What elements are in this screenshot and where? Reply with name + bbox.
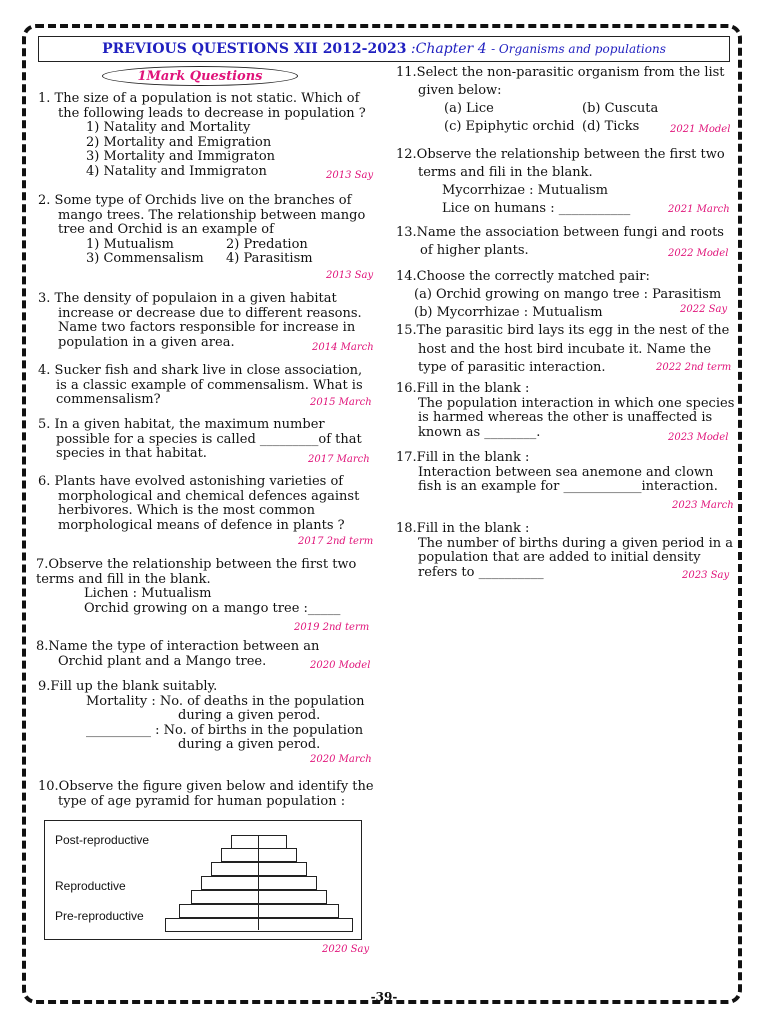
question-11-option: (a) Lice [444, 101, 494, 116]
question-2-line: mango trees. The relationship between mango [58, 207, 366, 223]
question-16-line: known as ________. [418, 424, 541, 440]
year-tag: 2020 Say [322, 944, 370, 955]
pyramid-bar [179, 904, 339, 918]
question-1-option: 1) Natality and Mortality [86, 120, 251, 136]
question-2-line: tree and Orchid is an example of [58, 222, 274, 238]
question-11-option: (c) Epiphytic orchid [444, 119, 575, 134]
year-tag: 2013 Say [326, 270, 374, 281]
question-9-line: during a given perod. [178, 708, 321, 724]
question-12-line: Mycorrhizae : Mutualism [442, 183, 609, 198]
question-5-line: species in that habitat. [56, 446, 207, 462]
pyramid-midline [258, 835, 259, 930]
question-4-line: is a classic example of commensalism. What is [56, 377, 363, 393]
question-9 [38, 680, 378, 753]
question-10 [38, 780, 378, 809]
question-1 [38, 92, 368, 180]
question-4-line: commensalism? [56, 392, 161, 408]
question-18-line: population that are added to initial density [418, 550, 701, 566]
year-tag: 2021 March [668, 204, 730, 215]
question-12-line: terms and fili in the blank. [418, 165, 593, 180]
question-9-line: 9.Fill up the blank suitably. [38, 679, 218, 694]
question-18-line: refers to __________ [418, 564, 544, 580]
year-tag: 2019 2nd term [294, 622, 370, 633]
year-tag: 2020 March [310, 754, 372, 765]
question-8-line: Orchid plant and a Mango tree. [58, 653, 267, 669]
question-14-line: 14.Choose the correctly matched pair: [396, 269, 650, 284]
question-3-line: 3. The density of populaion in a given habitat [38, 291, 337, 306]
question-7-line: terms and fill in the blank. [36, 571, 211, 587]
label-post-reproductive: Post-reproductive [55, 833, 150, 847]
header-chapter: :Chapter 4 [410, 41, 487, 57]
pyramid-bar [201, 876, 317, 890]
question-15-line: host and the host bird incubate it. Name the [418, 341, 712, 357]
question-3-line: Name two factors responsible for increase in [58, 320, 356, 336]
question-17-line: Interaction between sea anemone and clown [418, 464, 714, 480]
question-18-line: The number of births during a given period in a [418, 535, 734, 551]
question-3-line: population in a given area. [58, 334, 235, 350]
question-5-line: possible for a species is called _________of that [56, 431, 362, 447]
question-11-line: 11.Select the non-parasitic organism from the list [396, 65, 725, 80]
question-11-line: given below: [418, 83, 502, 98]
question-17 [396, 451, 736, 495]
question-8-line: 8.Name the type of interaction between an [36, 639, 320, 654]
question-2-option: 1) Mutualism [86, 236, 174, 252]
pyramid-bar [191, 890, 327, 904]
question-14-line: (b) Mycorrhizae : Mutualism [414, 305, 603, 320]
year-tag: 2017 2nd term [298, 536, 374, 547]
question-1-option: 2) Mortality and Emigration [86, 134, 272, 150]
question-6-line: 6. Plants have evolved astonishing varieties of [38, 474, 344, 489]
question-6-line: morphological and chemical defences against [58, 488, 360, 504]
year-tag: 2022 Model [668, 248, 729, 259]
year-tag: 2022 Say [680, 304, 728, 315]
question-2-option: 2) Predation [226, 236, 308, 252]
question-2-option: 4) Parasitism [226, 251, 313, 267]
question-10-line: 10.Observe the figure given below and identify the [38, 779, 374, 794]
question-17-line: fish is an example for ____________interaction. [418, 479, 718, 495]
pyramid-bar [221, 848, 297, 862]
section-label: 1Mark Questions [102, 66, 298, 86]
question-14-line: (a) Orchid growing on mango tree : Parasitism [414, 287, 722, 302]
question-2-line: 2. Some type of Orchids live on the branches of [38, 193, 352, 208]
year-tag: 2017 March [308, 454, 370, 465]
question-16-line: is harmed whereas the other is unaffected is [418, 410, 713, 426]
question-7-line: 7.Observe the relationship between the first two [36, 557, 357, 572]
question-11-option: (b) Cuscuta [582, 101, 659, 116]
label-reproductive: Reproductive [55, 879, 126, 893]
question-12-line: 12.Observe the relationship between the first two [396, 147, 725, 162]
question-10-line: type of age pyramid for human population : [58, 793, 346, 809]
question-4-line: 4. Sucker fish and shark live in close association, [38, 363, 363, 378]
question-9-line: __________ : No. of births in the population [86, 722, 364, 738]
question-7-line: Orchid growing on a mango tree :_____ [84, 600, 341, 616]
question-2-option: 3) Commensalism [86, 251, 204, 267]
year-tag: 2023 Say [682, 570, 730, 581]
question-9-line: during a given perod. [178, 737, 321, 753]
question-12-line: Lice on humans : ___________ [442, 201, 631, 216]
question-1-line: 1. The size of a population is not static. Which of [38, 91, 360, 106]
year-tag: 2015 March [310, 397, 372, 408]
page-number: -39- [370, 990, 398, 1004]
header-chapter-name: - Organisms and populations [491, 42, 666, 56]
question-16-line: 16.Fill in the blank : [396, 381, 530, 396]
question-13-line: 13.Name the association between fungi and roots [396, 225, 724, 240]
question-7 [36, 558, 372, 616]
year-tag: 2021 Model [670, 124, 731, 135]
question-6 [38, 475, 378, 533]
pyramid-bar [165, 918, 353, 932]
question-11-option: (d) Ticks [582, 119, 640, 134]
year-tag: 2013 Say [326, 170, 374, 181]
question-9-line: Mortality : No. of deaths in the population [86, 693, 365, 709]
question-15-line: type of parasitic interaction. [418, 360, 606, 375]
year-tag: 2023 March [672, 500, 734, 511]
label-pre-reproductive: Pre-reproductive [55, 909, 144, 923]
question-2 [38, 194, 378, 267]
question-1-option: 3) Mortality and Immigraton [86, 149, 276, 165]
question-1-option: 4) Natality and Immigraton [86, 163, 267, 179]
page-header [38, 36, 730, 62]
age-pyramid-figure [44, 820, 362, 940]
question-6-line: morphological means of defence in plants ? [58, 517, 345, 533]
year-tag: 2014 March [312, 342, 374, 353]
year-tag: 2022 2nd term [656, 362, 732, 373]
question-13-line: of higher plants. [420, 243, 529, 258]
question-17-line: 17.Fill in the blank : [396, 450, 530, 465]
question-16-line: The population interaction in which one species [418, 395, 735, 411]
header-title: PREVIOUS QUESTIONS XII 2012-2023 [102, 41, 407, 57]
question-6-line: herbivores. Which is the most common [58, 503, 315, 519]
pyramid-bar [231, 835, 287, 849]
question-7-line: Lichen : Mutualism [84, 586, 212, 602]
year-tag: 2020 Model [310, 660, 371, 671]
year-tag: 2023 Model [668, 432, 729, 443]
pyramid-bar [211, 862, 307, 876]
question-15-line: 15.The parasitic bird lays its egg in the nest of the [396, 323, 730, 338]
question-3-line: increase or decrease due to different reasons. [58, 305, 362, 321]
question-18-line: 18.Fill in the blank : [396, 521, 530, 536]
question-1-line: the following leads to decrease in population ? [58, 105, 366, 121]
question-5-line: 5. In a given habitat, the maximum number [38, 417, 325, 432]
